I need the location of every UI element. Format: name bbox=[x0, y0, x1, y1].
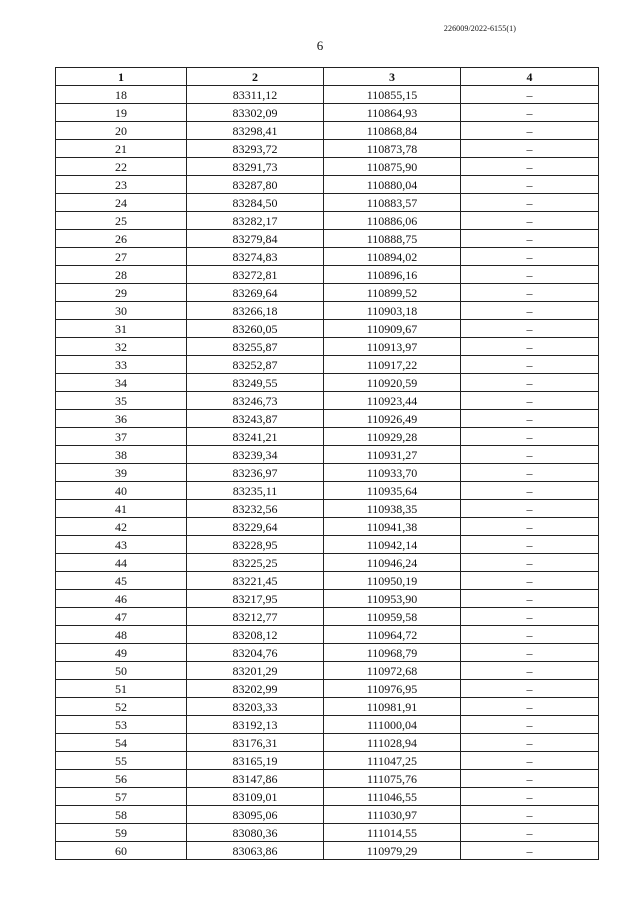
note-cell: – bbox=[461, 554, 599, 572]
point-number-cell: 44 bbox=[56, 554, 187, 572]
point-number-cell: 40 bbox=[56, 482, 187, 500]
coordinates-table bbox=[55, 67, 599, 860]
column-header: 1 bbox=[56, 68, 187, 86]
note-cell: – bbox=[461, 194, 599, 212]
point-number-cell: 45 bbox=[56, 572, 187, 590]
point-number-cell: 18 bbox=[56, 86, 187, 104]
table-row bbox=[56, 356, 599, 374]
y-coordinate-cell: 110926,49 bbox=[324, 410, 461, 428]
x-coordinate-cell: 83298,41 bbox=[187, 122, 324, 140]
x-coordinate-cell: 83293,72 bbox=[187, 140, 324, 158]
point-number-cell: 60 bbox=[56, 842, 187, 860]
point-number-cell: 34 bbox=[56, 374, 187, 392]
y-coordinate-cell: 110942,14 bbox=[324, 536, 461, 554]
x-coordinate-cell: 83236,97 bbox=[187, 464, 324, 482]
y-coordinate-cell: 110913,97 bbox=[324, 338, 461, 356]
table-row bbox=[56, 374, 599, 392]
x-coordinate-cell: 83246,73 bbox=[187, 392, 324, 410]
note-cell: – bbox=[461, 626, 599, 644]
point-number-cell: 42 bbox=[56, 518, 187, 536]
table-row bbox=[56, 626, 599, 644]
note-cell: – bbox=[461, 572, 599, 590]
point-number-cell: 46 bbox=[56, 590, 187, 608]
x-coordinate-cell: 83109,01 bbox=[187, 788, 324, 806]
y-coordinate-cell: 111028,94 bbox=[324, 734, 461, 752]
y-coordinate-cell: 111075,76 bbox=[324, 770, 461, 788]
note-cell: – bbox=[461, 212, 599, 230]
table-row bbox=[56, 518, 599, 536]
table-row bbox=[56, 644, 599, 662]
y-coordinate-cell: 111000,04 bbox=[324, 716, 461, 734]
point-number-cell: 38 bbox=[56, 446, 187, 464]
note-cell: – bbox=[461, 536, 599, 554]
table-row bbox=[56, 842, 599, 860]
table-row bbox=[56, 482, 599, 500]
y-coordinate-cell: 110979,29 bbox=[324, 842, 461, 860]
point-number-cell: 50 bbox=[56, 662, 187, 680]
point-number-cell: 32 bbox=[56, 338, 187, 356]
table-row bbox=[56, 806, 599, 824]
x-coordinate-cell: 83201,29 bbox=[187, 662, 324, 680]
point-number-cell: 23 bbox=[56, 176, 187, 194]
x-coordinate-cell: 83229,64 bbox=[187, 518, 324, 536]
x-coordinate-cell: 83221,45 bbox=[187, 572, 324, 590]
note-cell: – bbox=[461, 374, 599, 392]
point-number-cell: 59 bbox=[56, 824, 187, 842]
page-number: 6 bbox=[316, 38, 324, 53]
point-number-cell: 47 bbox=[56, 608, 187, 626]
table-row bbox=[56, 788, 599, 806]
point-number-cell: 31 bbox=[56, 320, 187, 338]
table-row bbox=[56, 284, 599, 302]
y-coordinate-cell: 110959,58 bbox=[324, 608, 461, 626]
y-coordinate-cell: 110855,15 bbox=[324, 86, 461, 104]
note-cell: – bbox=[461, 104, 599, 122]
table-row bbox=[56, 158, 599, 176]
note-cell: – bbox=[461, 518, 599, 536]
point-number-cell: 39 bbox=[56, 464, 187, 482]
x-coordinate-cell: 83291,73 bbox=[187, 158, 324, 176]
table-row bbox=[56, 392, 599, 410]
note-cell: – bbox=[461, 356, 599, 374]
x-coordinate-cell: 83212,77 bbox=[187, 608, 324, 626]
y-coordinate-cell: 110972,68 bbox=[324, 662, 461, 680]
note-cell: – bbox=[461, 140, 599, 158]
x-coordinate-cell: 83208,12 bbox=[187, 626, 324, 644]
y-coordinate-cell: 110964,72 bbox=[324, 626, 461, 644]
table-row bbox=[56, 230, 599, 248]
x-coordinate-cell: 83252,87 bbox=[187, 356, 324, 374]
table-row bbox=[56, 266, 599, 284]
x-coordinate-cell: 83287,80 bbox=[187, 176, 324, 194]
y-coordinate-cell: 110917,22 bbox=[324, 356, 461, 374]
x-coordinate-cell: 83063,86 bbox=[187, 842, 324, 860]
point-number-cell: 33 bbox=[56, 356, 187, 374]
point-number-cell: 55 bbox=[56, 752, 187, 770]
point-number-cell: 26 bbox=[56, 230, 187, 248]
note-cell: – bbox=[461, 86, 599, 104]
y-coordinate-cell: 110946,24 bbox=[324, 554, 461, 572]
y-coordinate-cell: 110935,64 bbox=[324, 482, 461, 500]
x-coordinate-cell: 83239,34 bbox=[187, 446, 324, 464]
table-row bbox=[56, 698, 599, 716]
point-number-cell: 48 bbox=[56, 626, 187, 644]
y-coordinate-cell: 110920,59 bbox=[324, 374, 461, 392]
x-coordinate-cell: 83165,19 bbox=[187, 752, 324, 770]
point-number-cell: 43 bbox=[56, 536, 187, 554]
x-coordinate-cell: 83269,64 bbox=[187, 284, 324, 302]
point-number-cell: 20 bbox=[56, 122, 187, 140]
note-cell: – bbox=[461, 230, 599, 248]
note-cell: – bbox=[461, 284, 599, 302]
y-coordinate-cell: 111030,97 bbox=[324, 806, 461, 824]
point-number-cell: 56 bbox=[56, 770, 187, 788]
note-cell: – bbox=[461, 176, 599, 194]
table-row bbox=[56, 140, 599, 158]
y-coordinate-cell: 110929,28 bbox=[324, 428, 461, 446]
x-coordinate-cell: 83249,55 bbox=[187, 374, 324, 392]
note-cell: – bbox=[461, 122, 599, 140]
y-coordinate-cell: 110931,27 bbox=[324, 446, 461, 464]
y-coordinate-cell: 110923,44 bbox=[324, 392, 461, 410]
x-coordinate-cell: 83266,18 bbox=[187, 302, 324, 320]
note-cell: – bbox=[461, 608, 599, 626]
note-cell: – bbox=[461, 806, 599, 824]
x-coordinate-cell: 83176,31 bbox=[187, 734, 324, 752]
table-row bbox=[56, 536, 599, 554]
table-row bbox=[56, 122, 599, 140]
y-coordinate-cell: 111014,55 bbox=[324, 824, 461, 842]
y-coordinate-cell: 110903,18 bbox=[324, 302, 461, 320]
table-row bbox=[56, 572, 599, 590]
point-number-cell: 37 bbox=[56, 428, 187, 446]
table-row bbox=[56, 104, 599, 122]
table-row bbox=[56, 680, 599, 698]
table-row bbox=[56, 734, 599, 752]
table-row bbox=[56, 428, 599, 446]
x-coordinate-cell: 83235,11 bbox=[187, 482, 324, 500]
note-cell: – bbox=[461, 842, 599, 860]
column-header: 4 bbox=[461, 68, 599, 86]
note-cell: – bbox=[461, 320, 599, 338]
x-coordinate-cell: 83232,56 bbox=[187, 500, 324, 518]
y-coordinate-cell: 110883,57 bbox=[324, 194, 461, 212]
y-coordinate-cell: 110941,38 bbox=[324, 518, 461, 536]
point-number-cell: 22 bbox=[56, 158, 187, 176]
y-coordinate-cell: 110896,16 bbox=[324, 266, 461, 284]
table-header-row bbox=[56, 68, 599, 86]
y-coordinate-cell: 110864,93 bbox=[324, 104, 461, 122]
y-coordinate-cell: 110981,91 bbox=[324, 698, 461, 716]
x-coordinate-cell: 83147,86 bbox=[187, 770, 324, 788]
point-number-cell: 53 bbox=[56, 716, 187, 734]
point-number-cell: 54 bbox=[56, 734, 187, 752]
point-number-cell: 58 bbox=[56, 806, 187, 824]
x-coordinate-cell: 83080,36 bbox=[187, 824, 324, 842]
table-row bbox=[56, 770, 599, 788]
point-number-cell: 52 bbox=[56, 698, 187, 716]
table-row bbox=[56, 338, 599, 356]
note-cell: – bbox=[461, 266, 599, 284]
x-coordinate-cell: 83279,84 bbox=[187, 230, 324, 248]
column-header: 3 bbox=[324, 68, 461, 86]
note-cell: – bbox=[461, 464, 599, 482]
table-row bbox=[56, 86, 599, 104]
point-number-cell: 51 bbox=[56, 680, 187, 698]
x-coordinate-cell: 83311,12 bbox=[187, 86, 324, 104]
table-row bbox=[56, 302, 599, 320]
note-cell: – bbox=[461, 770, 599, 788]
point-number-cell: 36 bbox=[56, 410, 187, 428]
y-coordinate-cell: 110888,75 bbox=[324, 230, 461, 248]
y-coordinate-cell: 110909,67 bbox=[324, 320, 461, 338]
y-coordinate-cell: 111047,25 bbox=[324, 752, 461, 770]
note-cell: – bbox=[461, 752, 599, 770]
x-coordinate-cell: 83204,76 bbox=[187, 644, 324, 662]
x-coordinate-cell: 83225,25 bbox=[187, 554, 324, 572]
note-cell: – bbox=[461, 410, 599, 428]
table-row bbox=[56, 554, 599, 572]
note-cell: – bbox=[461, 158, 599, 176]
table-body bbox=[56, 86, 599, 860]
point-number-cell: 21 bbox=[56, 140, 187, 158]
note-cell: – bbox=[461, 590, 599, 608]
y-coordinate-cell: 110933,70 bbox=[324, 464, 461, 482]
table-row bbox=[56, 176, 599, 194]
note-cell: – bbox=[461, 248, 599, 266]
point-number-cell: 27 bbox=[56, 248, 187, 266]
table-row bbox=[56, 464, 599, 482]
y-coordinate-cell: 110899,52 bbox=[324, 284, 461, 302]
table-row bbox=[56, 212, 599, 230]
y-coordinate-cell: 110886,06 bbox=[324, 212, 461, 230]
note-cell: – bbox=[461, 446, 599, 464]
table-row bbox=[56, 446, 599, 464]
table-row bbox=[56, 320, 599, 338]
x-coordinate-cell: 83284,50 bbox=[187, 194, 324, 212]
note-cell: – bbox=[461, 662, 599, 680]
note-cell: – bbox=[461, 788, 599, 806]
y-coordinate-cell: 111046,55 bbox=[324, 788, 461, 806]
table-row bbox=[56, 824, 599, 842]
y-coordinate-cell: 110875,90 bbox=[324, 158, 461, 176]
y-coordinate-cell: 110880,04 bbox=[324, 176, 461, 194]
table-row bbox=[56, 590, 599, 608]
column-header: 2 bbox=[187, 68, 324, 86]
x-coordinate-cell: 83203,33 bbox=[187, 698, 324, 716]
y-coordinate-cell: 110868,84 bbox=[324, 122, 461, 140]
table-row bbox=[56, 752, 599, 770]
x-coordinate-cell: 83260,05 bbox=[187, 320, 324, 338]
document-id: 226009/2022-6155(1) bbox=[443, 24, 516, 33]
point-number-cell: 29 bbox=[56, 284, 187, 302]
x-coordinate-cell: 83274,83 bbox=[187, 248, 324, 266]
note-cell: – bbox=[461, 338, 599, 356]
x-coordinate-cell: 83243,87 bbox=[187, 410, 324, 428]
y-coordinate-cell: 110968,79 bbox=[324, 644, 461, 662]
point-number-cell: 57 bbox=[56, 788, 187, 806]
y-coordinate-cell: 110938,35 bbox=[324, 500, 461, 518]
note-cell: – bbox=[461, 698, 599, 716]
x-coordinate-cell: 83202,99 bbox=[187, 680, 324, 698]
point-number-cell: 49 bbox=[56, 644, 187, 662]
x-coordinate-cell: 83302,09 bbox=[187, 104, 324, 122]
x-coordinate-cell: 83228,95 bbox=[187, 536, 324, 554]
x-coordinate-cell: 83282,17 bbox=[187, 212, 324, 230]
table-row bbox=[56, 410, 599, 428]
note-cell: – bbox=[461, 302, 599, 320]
point-number-cell: 25 bbox=[56, 212, 187, 230]
note-cell: – bbox=[461, 500, 599, 518]
y-coordinate-cell: 110976,95 bbox=[324, 680, 461, 698]
y-coordinate-cell: 110950,19 bbox=[324, 572, 461, 590]
y-coordinate-cell: 110894,02 bbox=[324, 248, 461, 266]
note-cell: – bbox=[461, 428, 599, 446]
note-cell: – bbox=[461, 824, 599, 842]
table-row bbox=[56, 608, 599, 626]
x-coordinate-cell: 83272,81 bbox=[187, 266, 324, 284]
note-cell: – bbox=[461, 680, 599, 698]
y-coordinate-cell: 110873,78 bbox=[324, 140, 461, 158]
x-coordinate-cell: 83255,87 bbox=[187, 338, 324, 356]
note-cell: – bbox=[461, 716, 599, 734]
table-row bbox=[56, 248, 599, 266]
note-cell: – bbox=[461, 482, 599, 500]
x-coordinate-cell: 83217,95 bbox=[187, 590, 324, 608]
point-number-cell: 35 bbox=[56, 392, 187, 410]
note-cell: – bbox=[461, 392, 599, 410]
table-row bbox=[56, 194, 599, 212]
x-coordinate-cell: 83192,13 bbox=[187, 716, 324, 734]
point-number-cell: 41 bbox=[56, 500, 187, 518]
point-number-cell: 28 bbox=[56, 266, 187, 284]
x-coordinate-cell: 83241,21 bbox=[187, 428, 324, 446]
y-coordinate-cell: 110953,90 bbox=[324, 590, 461, 608]
table-row bbox=[56, 500, 599, 518]
point-number-cell: 24 bbox=[56, 194, 187, 212]
note-cell: – bbox=[461, 734, 599, 752]
note-cell: – bbox=[461, 644, 599, 662]
table-row bbox=[56, 662, 599, 680]
point-number-cell: 19 bbox=[56, 104, 187, 122]
x-coordinate-cell: 83095,06 bbox=[187, 806, 324, 824]
point-number-cell: 30 bbox=[56, 302, 187, 320]
table-row bbox=[56, 716, 599, 734]
